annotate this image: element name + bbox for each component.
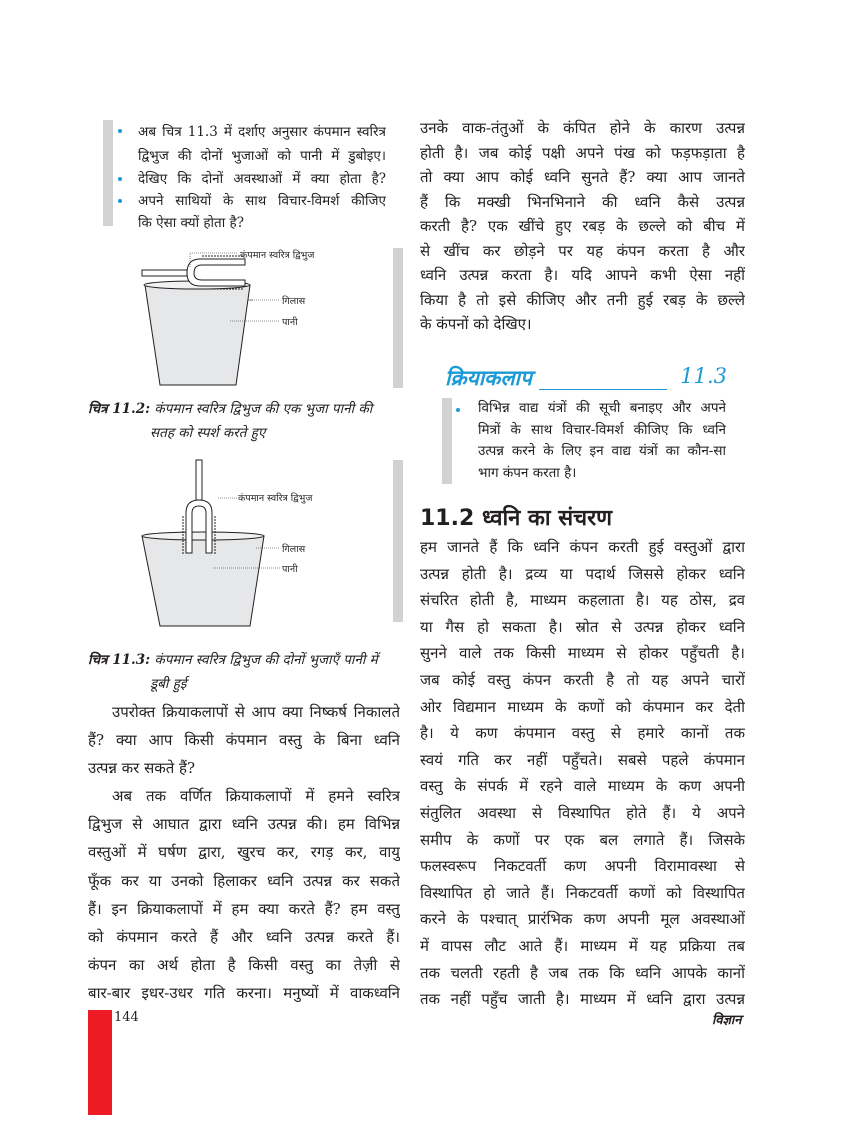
figure-side-bar — [393, 248, 403, 388]
figure-caption — [88, 648, 408, 696]
page-number: 144 — [114, 1010, 139, 1025]
label-vibrating-tuning-fork: कंपमान स्वरित्र द्विभुज — [238, 493, 313, 504]
figure-caption — [88, 397, 408, 445]
activity-title: क्रियाकलाप — [445, 365, 532, 390]
text-line: को कंपमान करते हैं और ध्वनि उत्पन्न करते हैं। — [88, 927, 400, 946]
text-line: उनके वाक-तंतुओं के कंपित होने के कारण उत्पन्न — [420, 119, 745, 137]
caption-text: डूबी हुई — [150, 676, 187, 692]
bullet-text: अपने साथियों के साथ विचार-विमर्श कीजिए — [138, 193, 386, 209]
caption-text: सतह को स्पर्श करते हुए — [150, 425, 266, 441]
text-line: सुनने वाले तक किसी माध्यम से होकर पहुँचती है। — [420, 644, 745, 663]
text-line: द्विभुज से आघात द्वारा ध्वनि उत्पन्न की। हम विभिन्न — [88, 815, 400, 834]
text-line: करती है? एक खींचे हुए रबड़ के छल्ले को बीच में — [420, 217, 745, 235]
text-line: समीप के कणों पर एक बल लगाते हैं। जिसके — [420, 830, 745, 849]
text-line: कंपन का अर्थ होता है किसी वस्तु का तेज़ी से — [88, 955, 400, 974]
bullet-item — [118, 168, 386, 190]
section-title: ध्वनि का संचरण — [481, 506, 613, 531]
label-glass: गिलास — [282, 296, 306, 307]
label-water: पानी — [282, 317, 298, 328]
text-line: भाग कंपन करता है। — [478, 464, 577, 481]
text-line: ओर विद्यमान माध्यम के कणों को कंपमान कर देती — [420, 697, 745, 716]
text-line: हैं? क्या आप किसी कंपमान वस्तु के बिना ध्वनि — [88, 731, 400, 750]
text-line: हम जानते हैं कि ध्वनि कंपन करती हुई वस्तुओं द्वारा — [420, 538, 745, 556]
text-line: विस्थापित हो जाते हैं। निकटवर्ती कणों को विस्थापित — [420, 883, 745, 902]
activity-heading-rule — [539, 389, 667, 390]
activity-bullet-list — [118, 120, 386, 234]
text-line: तो क्या आप कोई ध्वनि सुनते हैं? क्या आप जानते — [420, 168, 745, 186]
text-line: विभिन्न वाद्य यंत्रों की सूची बनाइए और अपने — [478, 400, 726, 416]
caption-number: चित्र 11.3: — [88, 652, 151, 668]
bullet-text: द्विभुज की दोनों भुजाओं को पानी में डुबोइए। — [138, 148, 386, 164]
text-line: फूँक कर या उनको हिलाकर ध्वनि उत्पन्न कर सकते — [88, 871, 400, 890]
label-glass: गिलास — [282, 544, 306, 555]
figure-side-bar — [393, 460, 403, 622]
text-line: तक चलती रहती है जब तक कि ध्वनि आपके कानों — [420, 963, 745, 982]
text-line: मित्रों के साथ विचार-विमर्श कीजिए कि ध्वनि — [478, 421, 726, 438]
bullet-text: देखिए कि दोनों अवस्थाओं में क्या होता है? — [138, 171, 386, 187]
text-line: वस्तुओं में घर्षण द्वारा, खुरच कर, रगड़ कर, वायु — [88, 843, 400, 862]
text-line: संचरित होती है, माध्यम कहलाता है। यह ठोस, द्रव — [420, 591, 745, 610]
activity-side-bar — [442, 398, 452, 484]
text-line: फलस्वरूप निकटवर्ती कण अपनी विरामावस्था से — [420, 857, 745, 876]
bullet-dot-icon — [118, 199, 122, 203]
text-line: किया है तो इसे कीजिए और तनी हुई रबड़ के छल्ले — [420, 290, 745, 309]
bullet-dot-icon — [456, 408, 460, 412]
caption-text: कंपमान स्वरित्र द्विभुज की एक भुजा पानी की — [154, 401, 373, 417]
text-line: स्वयं गति कर नहीं पहुँचते। सबसे पहले कंपमान — [420, 750, 745, 769]
activity-heading — [445, 364, 727, 392]
text-line: तक नहीं पहुँच जाती है। माध्यम में ध्वनि द्वारा उत्पन्न — [420, 990, 745, 1009]
left-body-text — [88, 698, 400, 1007]
activity-bullet-text — [478, 398, 726, 484]
label-vibrating-tuning-fork: कंपमान स्वरित्र द्विभुज — [240, 250, 315, 261]
label-water: पानी — [282, 564, 298, 575]
bullet-item — [118, 120, 386, 168]
text-line: करने के पश्चात् प्रारंभिक कण अपनी मूल अवस्थाओं — [420, 910, 745, 929]
tuning-fork-touching-water-illustration — [140, 245, 290, 390]
bullet-dot-icon — [118, 177, 122, 181]
text-line: अब तक वर्णित क्रियाकलापों में हमने स्वरित्र — [112, 787, 400, 806]
text-line: हैं। इन क्रियाकलापों में हम क्या करते हैं? हम वस्तु — [88, 899, 400, 918]
section-body-text — [420, 534, 745, 1013]
bullet-item — [118, 190, 386, 234]
caption-number: चित्र 11.2: — [88, 401, 151, 417]
text-line: है। ये कण कंपमान वस्तु से हमारे कानों तक — [420, 724, 745, 743]
text-line: होती है। जब कोई पक्षी अपने पंख को फड़फड़ाता है — [420, 143, 745, 162]
text-line: वस्तु के संपर्क में रहने वाले माध्यम के कण अपनी — [420, 777, 745, 796]
book-title: विज्ञान — [712, 1013, 742, 1028]
section-number: 11.2 — [420, 506, 475, 531]
bullet-text: अब चित्र 11.3 में दर्शाए अनुसार कंपमान स्वरित्र — [138, 124, 386, 140]
bullet-text: कि ऐसा क्यों होता है? — [138, 215, 244, 231]
right-body-text — [420, 116, 745, 337]
section-heading — [420, 502, 612, 532]
activity-side-bar — [103, 120, 113, 226]
text-line: उत्पन्न करने के लिए इन वाद्य यंत्रों का कौन-सा — [478, 443, 726, 459]
text-line: जब कोई वस्तु कंपन करती है तो यह अपने चारों — [420, 670, 745, 689]
text-line: बार-बार इधर-उधर गति करना। मनुष्यों में वाकध्वनि — [88, 983, 400, 1002]
text-line: उत्पन्न होती है। द्रव्य या पदार्थ जिससे होकर ध्वनि — [420, 564, 745, 583]
tuning-fork-immersed-illustration — [138, 458, 288, 628]
text-line: उत्पन्न कर सकते हैं? — [88, 759, 196, 778]
text-line: में वापस लौट आते हैं। माध्यम में यह प्रक्रिया तब — [420, 936, 745, 955]
text-line: उपरोक्त क्रियाकलापों से आप क्या निष्कर्ष निकालते — [112, 703, 400, 721]
text-line: या गैस हो सकता है। स्रोत से उत्पन्न होकर ध्वनि — [420, 617, 745, 636]
caption-text: कंपमान स्वरित्र द्विभुज की दोनों भुजाएँ पानी में — [154, 652, 378, 668]
text-line: संतुलित अवस्था से विस्थापित होते हैं। ये अपने — [420, 803, 745, 822]
text-line: के कंपनों को देखिए। — [420, 315, 532, 333]
text-line: से खींच कर छोड़ने पर यह कंपन करता है और — [420, 241, 745, 260]
page-tab — [88, 1010, 112, 1115]
text-line: हैं कि मक्खी भिनभिनाने की ध्वनि कैसे उत्पन्न — [420, 192, 745, 211]
text-line: ध्वनि उत्पन्न करता है। यदि आपने कभी ऐसा नहीं — [420, 266, 745, 284]
activity-number: 11.3 — [680, 364, 727, 388]
bullet-dot-icon — [118, 129, 122, 133]
